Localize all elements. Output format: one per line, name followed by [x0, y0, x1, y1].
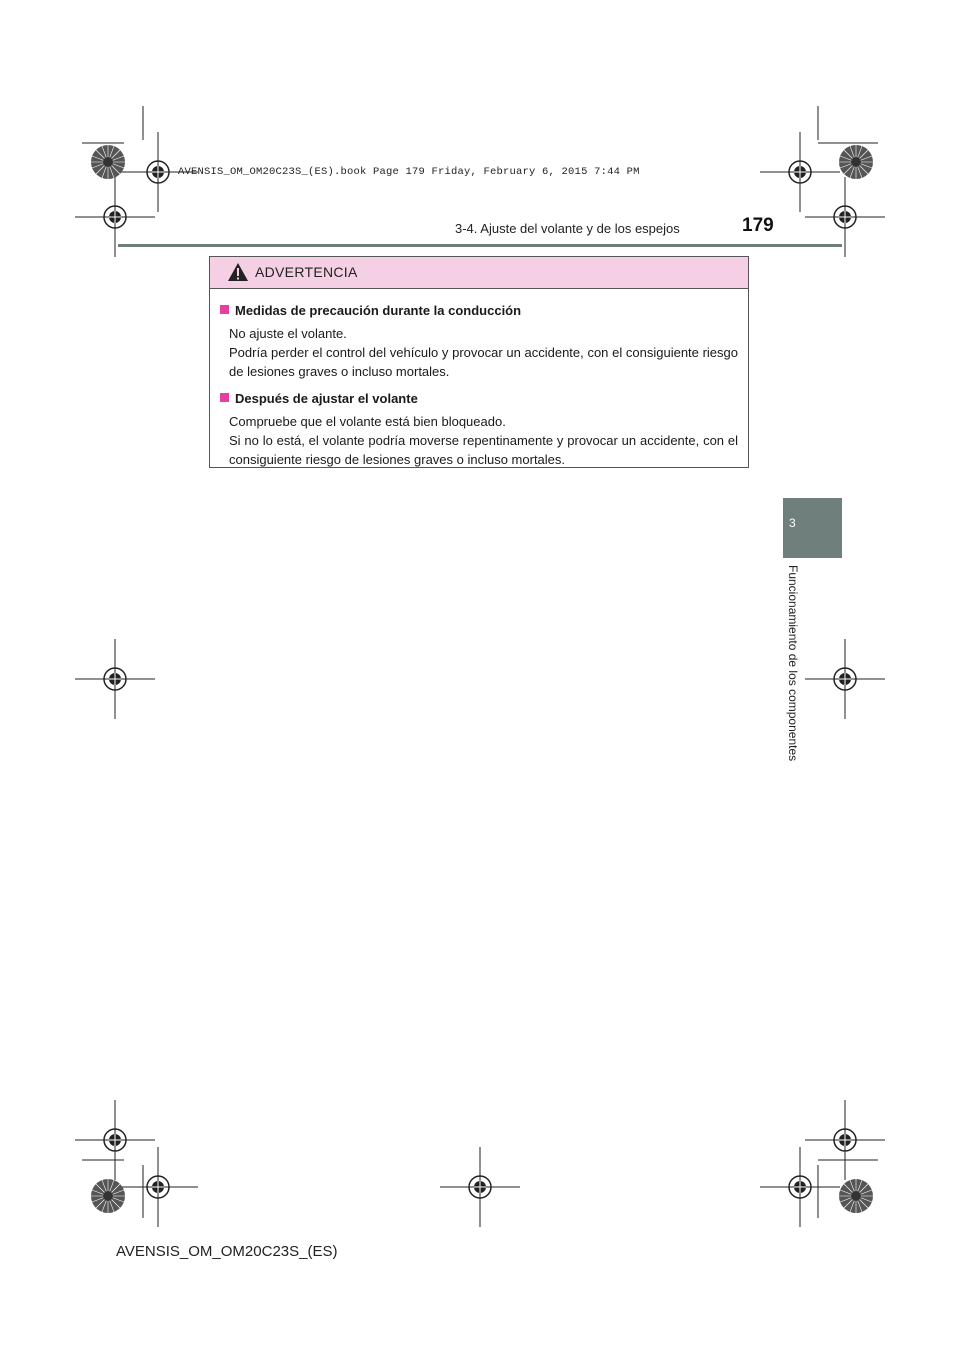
- warning-title: ADVERTENCIA: [255, 264, 358, 280]
- warning-header: [210, 257, 748, 289]
- item-text-line: Si no lo está, el volante podría moverse repentinamente y provocar un accidente, con el consiguiente riesgo de lesiones graves o incluso mortales.: [229, 433, 738, 467]
- bullet-square-icon: [220, 393, 229, 402]
- item-text-line: Podría perder el control del vehículo y provocar un accidente, con el consiguiente riesgo de lesiones graves o incluso mortales.: [229, 345, 738, 379]
- warning-item: [220, 301, 738, 381]
- item-text-line: Compruebe que el volante está bien bloqueado.: [229, 414, 506, 429]
- bullet-square-icon: [220, 305, 229, 314]
- document-code: AVENSIS_OM_OM20C23S_(ES): [116, 1243, 338, 1260]
- section-title: 3-4. Ajuste del volante y de los espejos: [455, 221, 680, 236]
- item-heading: Después de ajustar el volante: [235, 391, 418, 406]
- chapter-label: Funcionamiento de los componentes: [786, 565, 800, 762]
- item-heading: Medidas de precaución durante la conducción: [235, 303, 522, 318]
- warning-triangle-icon: [227, 262, 249, 282]
- chapter-label-container: [786, 565, 806, 780]
- page-number: 179: [742, 215, 774, 236]
- chapter-tab: [783, 498, 842, 558]
- warning-body: [210, 289, 748, 469]
- warning-box: [209, 256, 749, 468]
- item-text-line: No ajuste el volante.: [229, 326, 347, 341]
- header-rule: [118, 244, 842, 247]
- chapter-number: 3: [789, 516, 796, 530]
- warning-item: [220, 389, 738, 469]
- print-slug: AVENSIS_OM_OM20C23S_(ES).book Page 179 Friday, February 6, 2015 7:44 PM: [178, 166, 640, 178]
